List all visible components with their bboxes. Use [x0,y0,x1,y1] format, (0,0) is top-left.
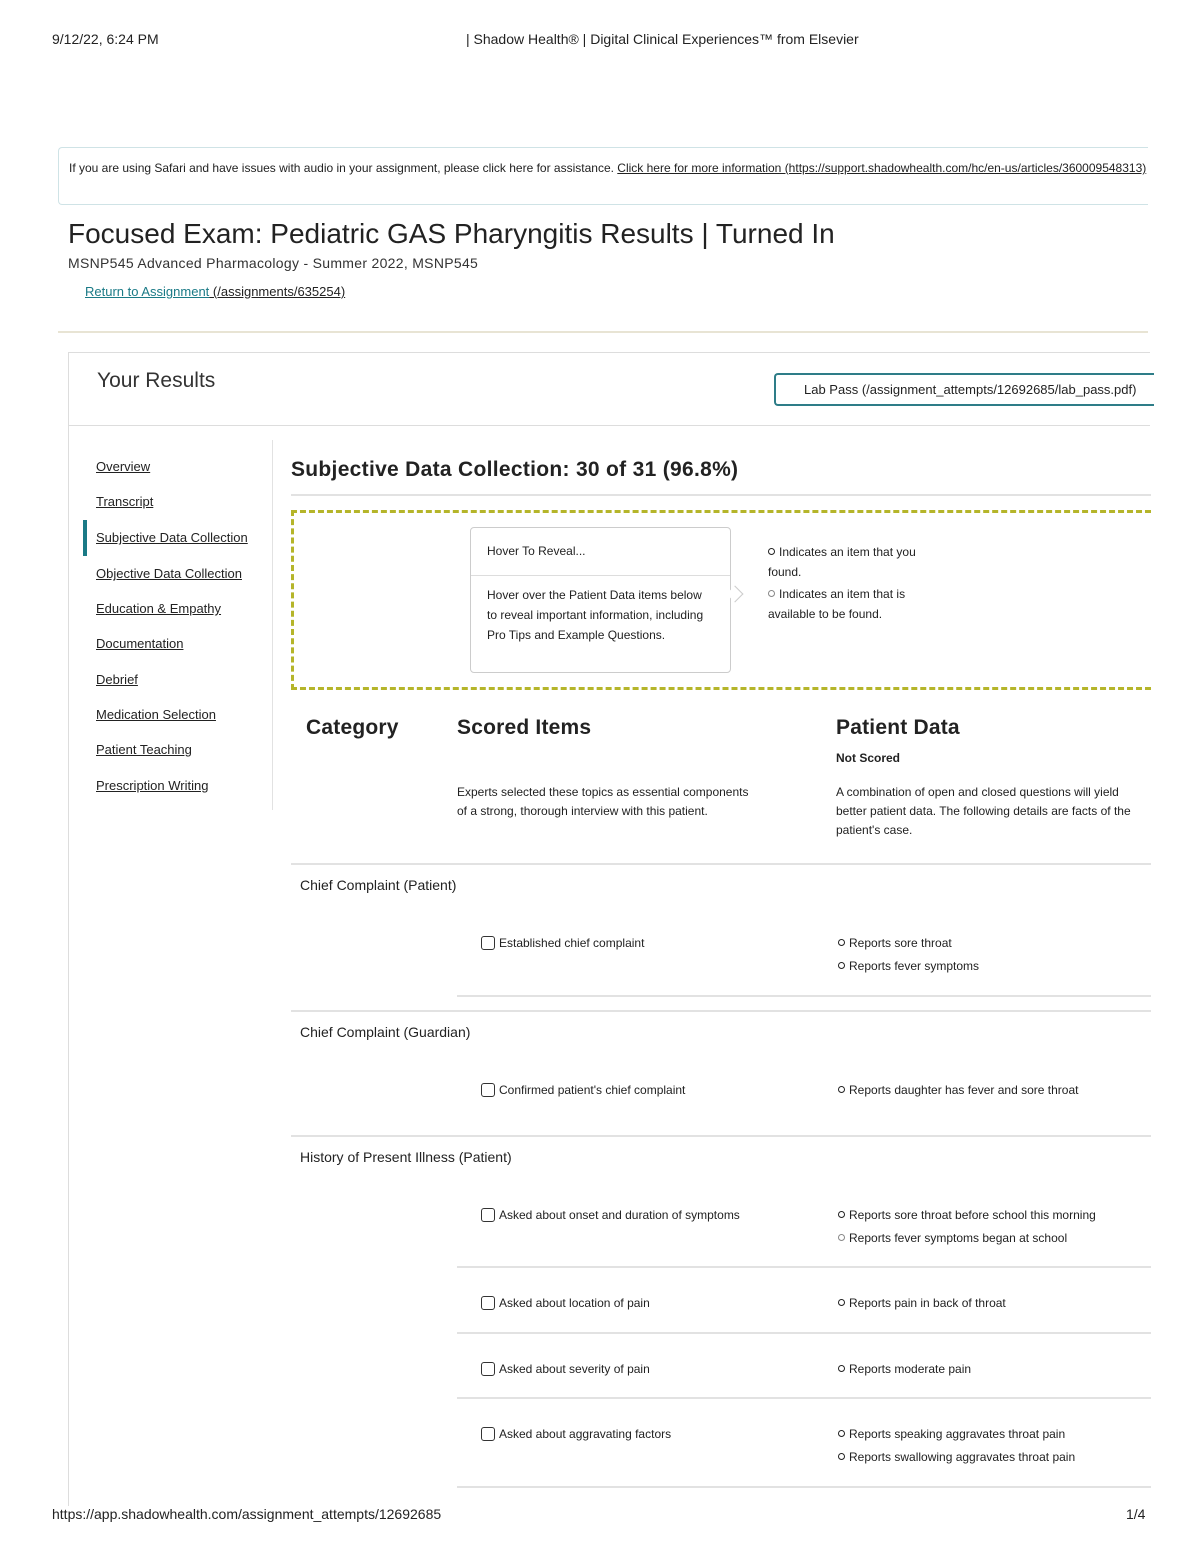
content-left-border [68,426,69,1506]
patient-data-item[interactable]: Reports swallowing aggravates throat pain [838,1446,1148,1469]
found-dot-icon [838,962,845,969]
print-datetime: 9/12/22, 6:24 PM [52,31,159,47]
scored-item: Asked about aggravating factors [481,1427,671,1441]
hover-tooltip [470,527,731,673]
scored-description: Experts selected these topics as essential components of a strong, thorough interview with this patient. [457,785,749,818]
patient-data-list [838,1292,1148,1315]
category-label: Chief Complaint (Guardian) [300,1024,471,1040]
return-to-assignment-link[interactable] [85,284,345,299]
available-dot-icon [768,590,775,597]
patient-data-item[interactable]: Reports pain in back of throat [838,1292,1148,1315]
print-page-title: | Shadow Health® | Digital Clinical Experiences™ from Elsevier [466,31,859,47]
section-divider [291,494,1151,496]
item-divider [457,1486,1151,1488]
column-patient-data: Patient Data [836,716,960,739]
checkbox-icon [481,1296,495,1310]
item-divider [457,995,1151,997]
found-dot-icon [838,1086,845,1093]
column-category: Category [306,716,399,739]
category-label: Chief Complaint (Patient) [300,877,457,893]
nav-item-documentation[interactable]: Documentation [96,636,184,651]
course-subtitle: MSNP545 Advanced Pharmacology - Summer 2022, MSNP545 [68,255,479,271]
nav-item-debrief[interactable]: Debrief [96,672,138,687]
legend-found: Indicates an item that you found. [768,545,916,579]
notice-text: If you are using Safari and have issues with audio in your assignment, please click here for assistance. [69,161,618,175]
nav-item-overview[interactable]: Overview [96,459,151,474]
nav-item-medication-selection[interactable]: Medication Selection [96,707,216,722]
patient-data-item[interactable]: Reports fever symptoms began at school [838,1227,1148,1250]
category-divider [291,1010,1151,1012]
found-dot-icon [838,939,845,946]
item-divider [457,1397,1151,1399]
scored-item: Asked about severity of pain [481,1362,650,1376]
return-link-label: Return to Assignment [85,284,210,299]
nav-item-patient-teaching[interactable]: Patient Teaching [96,742,192,757]
tooltip-title: Hover To Reveal... [487,544,586,558]
category-divider [291,863,1151,865]
patient-data-list [838,1423,1148,1469]
nav-active-indicator [83,520,87,556]
patient-data-item[interactable]: Reports sore throat [838,932,1148,955]
patient-data-list [838,1204,1148,1250]
checkbox-icon [481,936,495,950]
print-footer-page: 1/4 [1126,1506,1146,1522]
item-divider [457,1332,1151,1334]
lab-pass-button[interactable]: Lab Pass (/assignment_attempts/12692685/lab_pass.pdf) [774,373,1154,406]
patient-data-list [838,1358,1148,1381]
scored-item: Established chief complaint [481,936,644,950]
patient-data-item[interactable]: Reports sore throat before school this morning [838,1204,1148,1227]
page-title: Focused Exam: Pediatric GAS Pharyngitis Results | Turned In [68,218,835,249]
item-divider [457,1266,1151,1268]
tooltip-divider [471,575,730,576]
title-divider [58,331,1148,333]
your-results-heading: Your Results [97,369,216,392]
found-dot-icon [838,1211,845,1218]
safari-notice [58,147,1148,205]
found-dot-icon [838,1430,845,1437]
checkbox-icon [481,1427,495,1441]
legend-available: Indicates an item that is available to be found. [768,587,906,621]
patient-data-item[interactable]: Reports speaking aggravates throat pain [838,1423,1148,1446]
checkbox-icon [481,1083,495,1097]
nav-item-prescription-writing[interactable]: Prescription Writing [96,778,209,793]
checkbox-icon [481,1362,495,1376]
nav-item-education-empathy[interactable]: Education & Empathy [96,601,222,616]
scored-item: Confirmed patient's chief complaint [481,1083,685,1097]
patient-data-item[interactable]: Reports moderate pain [838,1358,1148,1381]
notice-link[interactable]: Click here for more information (https://support.shadowhealth.com/hc/en-us/articles/360009548313) [617,161,1147,175]
checkbox-icon [481,1208,495,1222]
scored-item: Asked about location of pain [481,1296,650,1310]
found-dot-icon [768,548,775,555]
available-dot-icon [838,1234,845,1241]
nav-divider [272,440,273,810]
print-footer-url: https://app.shadowhealth.com/assignment_attempts/12692685 [52,1506,442,1522]
found-dot-icon [838,1299,845,1306]
found-dot-icon [838,1365,845,1372]
found-dot-icon [838,1453,845,1460]
nav-item-transcript[interactable]: Transcript [96,494,154,509]
nav-item-subjective-data-collection[interactable]: Subjective Data Collection [96,530,248,545]
patient-data-description: A combination of open and closed questions will yield better patient data. The following details are facts of the patient's case. [836,785,1131,837]
tooltip-body: Hover over the Patient Data items below to reveal important information, including Pro Tips and Example Questions. [487,588,704,642]
return-link-url: (/assignments/635254) [209,284,346,299]
column-scored-items: Scored Items [457,716,592,739]
patient-data-item[interactable]: Reports daughter has fever and sore throat [838,1079,1148,1102]
category-divider [291,1135,1151,1137]
scored-item: Asked about onset and duration of symptoms [481,1208,740,1222]
nav-item-objective-data-collection[interactable]: Objective Data Collection [96,566,242,581]
section-title: Subjective Data Collection: 30 of 31 (96.8%) [291,458,739,481]
patient-data-list [838,932,1148,978]
patient-data-list [838,1079,1148,1102]
not-scored-label: Not Scored [836,751,901,765]
category-label: History of Present Illness (Patient) [300,1149,512,1165]
patient-data-item[interactable]: Reports fever symptoms [838,955,1148,978]
